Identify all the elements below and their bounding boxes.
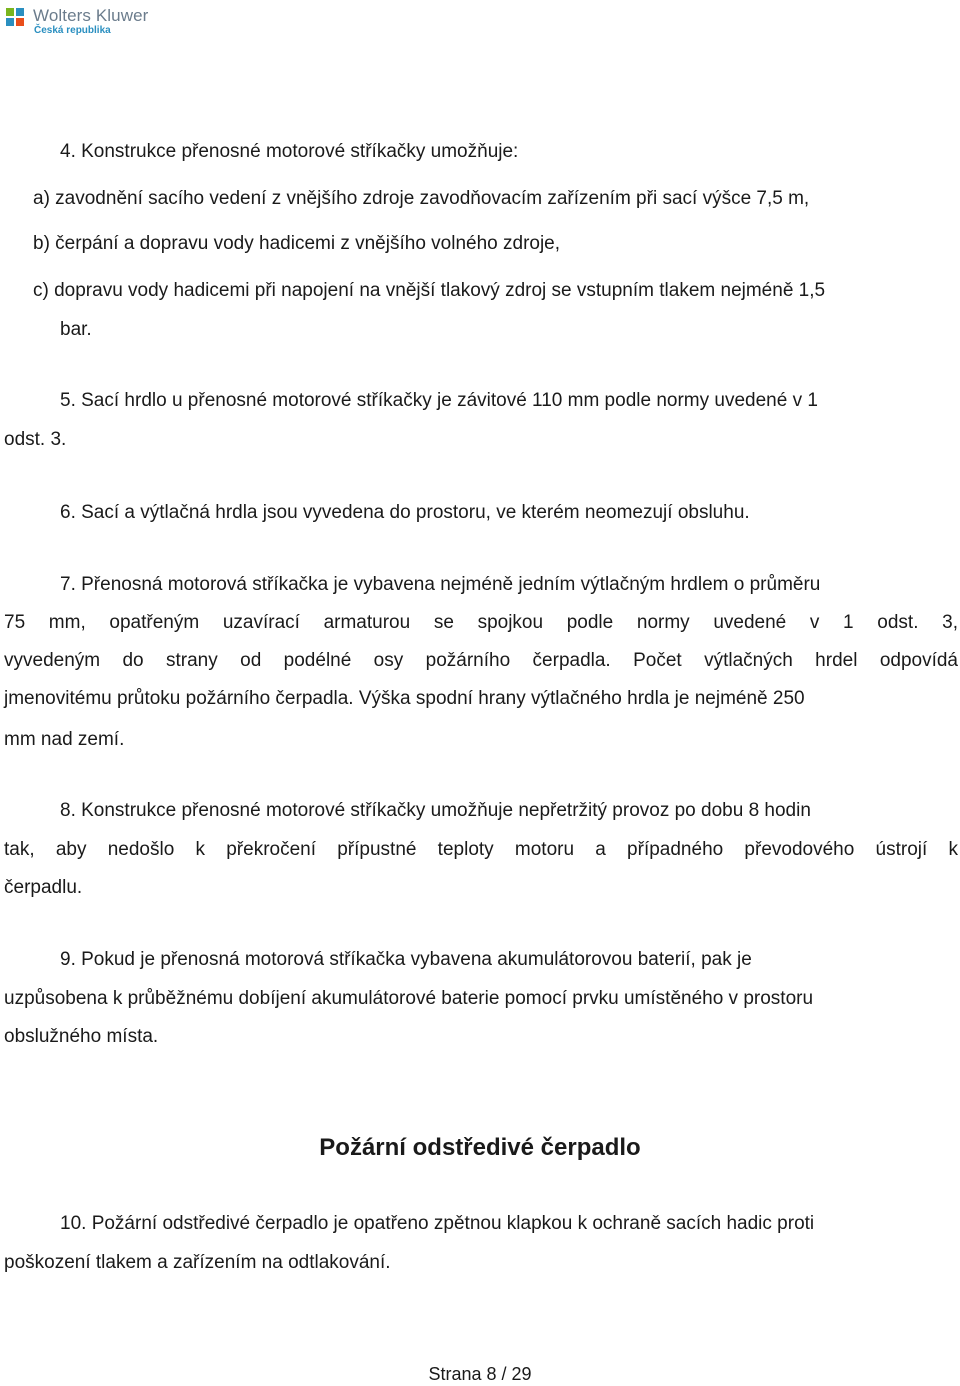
paragraph-10-line: 10. Požární odstředivé čerpadlo je opatřeno zpětnou klapkou k ochraně sacích hadic proti	[60, 1213, 815, 1234]
paragraph-8-line: 8. Konstrukce přenosné motorové stříkačky umožňuje nepřetržitý provoz po dobu 8 hodin	[60, 800, 811, 821]
paragraph-4-item-c: c) dopravu vody hadicemi při napojení na vnější tlakový zdroj se vstupním tlakem nejméně 1,5	[33, 280, 826, 301]
paragraph-5-line: 5. Sací hrdlo u přenosné motorové stříkačky je závitové 110 mm podle normy uvedené v 1	[60, 390, 818, 411]
page-number: Strana 8 / 29	[428, 1364, 532, 1384]
paragraph-7-line: vyvedeným do strany od podélné osy požárního čerpadla. Počet výtlačných hrdel odpovídá	[4, 650, 958, 671]
paragraph-4-title: 4. Konstrukce přenosné motorové stříkačky umožňuje:	[60, 141, 519, 162]
paragraph-8-line: tak, aby nedošlo k překročení přípustné teploty motoru a případného převodového ústrojí k	[4, 839, 958, 860]
paragraph-4-item-a: a) zavodnění sacího vedení z vnějšího zdroje zavodňovacím zařízením při sací výšce 7,5 m,	[33, 188, 810, 209]
section-heading: Požární odstředivé čerpadlo	[319, 1134, 641, 1161]
paragraph-4-item-b: b) čerpání a dopravu vody hadicemi z vnějšího volného zdroje,	[33, 233, 561, 254]
publisher-logo	[4, 3, 154, 37]
paragraph-9-line: 9. Pokud je přenosná motorová stříkačka vybavena akumulátorovou baterií, pak je	[60, 949, 752, 970]
paragraph-10-line: poškození tlakem a zařízením na odtlakování.	[4, 1252, 391, 1273]
paragraph-9-line: obslužného místa.	[4, 1026, 159, 1047]
paragraph-7-line: 75 mm, opatřeným uzavírací armaturou se spojkou podle normy uvedené v 1 odst. 3,	[4, 612, 958, 633]
paragraph-8-line: čerpadlu.	[4, 877, 83, 898]
paragraph-7-line: jmenovitému průtoku požárního čerpadla. Výška spodní hrany výtlačného hrdla je nejméně 250	[4, 688, 805, 709]
paragraph-5-line: odst. 3.	[4, 429, 67, 450]
logo-subtitle: Česká republika	[34, 25, 111, 36]
paragraph-6-line: 6. Sací a výtlačná hrdla jsou vyvedena do prostoru, ve kterém neomezují obsluhu.	[60, 502, 750, 523]
paragraph-9-line: uzpůsobena k průběžnému dobíjení akumulátorové baterie pomocí prvku umístěného v prostoru	[4, 988, 814, 1009]
wolters-kluwer-logo-icon	[4, 4, 28, 32]
paragraph-7-line: 7. Přenosná motorová stříkačka je vybavena nejméně jedním výtlačným hrdlem o průměru	[60, 574, 821, 595]
paragraph-7-line: mm nad zemí.	[4, 729, 125, 750]
paragraph-4-item-c-cont: bar.	[60, 319, 92, 340]
logo-name: Wolters Kluwer	[33, 6, 149, 25]
